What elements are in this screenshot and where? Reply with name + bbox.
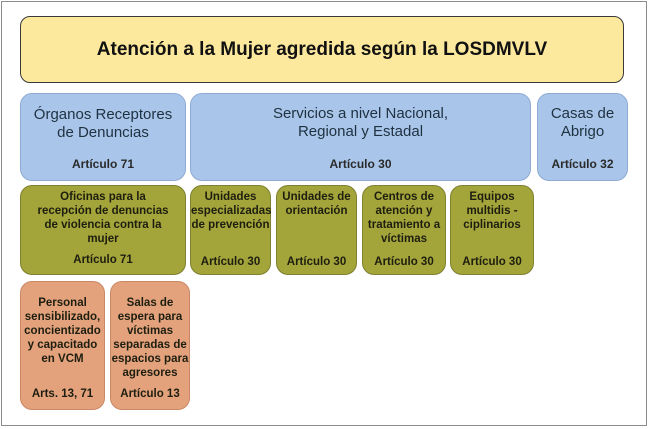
casas-abrigo-heading: Casas de Abrigo xyxy=(550,105,615,140)
equipos-multidisciplinarios-heading: Equipos multidis - ciplinarios xyxy=(463,191,521,231)
unidades-prevencion-heading: Unidades especializadas de prevención xyxy=(191,191,272,231)
salas-espera-article: Artículo 13 xyxy=(120,388,180,400)
unidades-prevencion-article: Artículo 30 xyxy=(200,256,261,268)
diagram-title: Atención a la Mujer agredida según la LOSDMVLV xyxy=(96,38,548,60)
organos-receptores-article: Artículo 71 xyxy=(71,157,134,171)
salas-espera-heading: Salas de espera para víctimas separadas de espacios para agresores xyxy=(111,297,189,379)
servicios-nacionales-heading: Servicios a nivel Nacional, Regional y Estadal xyxy=(272,105,449,140)
equipos-multidisciplinarios-article: Artículo 30 xyxy=(462,256,522,268)
servicios-nacionales-article: Artículo 30 xyxy=(329,157,392,171)
unidades-orientacion-article: Artículo 30 xyxy=(286,256,347,268)
oficinas-denuncias-heading: Oficinas para la recepción de denuncias de violencia contra la mujer xyxy=(37,191,169,245)
organos-receptores-box xyxy=(20,93,186,181)
unidades-orientacion-box xyxy=(276,185,357,275)
casas-abrigo-article: Artículo 32 xyxy=(551,157,614,171)
oficinas-denuncias-article: Artículo 71 xyxy=(73,254,133,266)
centros-atencion-box xyxy=(362,185,446,275)
centros-atencion-heading: Centros de atención y tratamiento a víctimas xyxy=(367,191,441,245)
organos-receptores-heading: Órganos Receptores de Denuncias xyxy=(33,106,173,141)
oficinas-denuncias-box xyxy=(20,185,186,275)
salas-espera-box xyxy=(110,281,190,410)
casas-abrigo-box xyxy=(537,93,628,181)
unidades-prevencion-box xyxy=(190,185,271,275)
personal-sensibilizado-article: Arts. 13, 71 xyxy=(31,388,94,400)
diagram-title-box xyxy=(20,16,624,83)
unidades-orientacion-heading: Unidades de orientación xyxy=(282,191,351,217)
centros-atencion-article: Artículo 30 xyxy=(374,256,434,268)
personal-sensibilizado-box xyxy=(20,281,105,410)
personal-sensibilizado-heading: Personal sensibilizado, concientizado y capacitado en VCM xyxy=(24,297,101,365)
servicios-nacionales-box xyxy=(190,93,531,181)
equipos-multidisciplinarios-box xyxy=(450,185,534,275)
